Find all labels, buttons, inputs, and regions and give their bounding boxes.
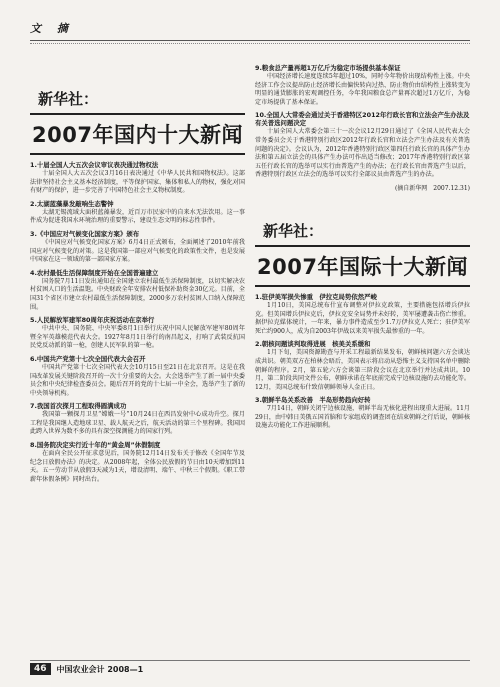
international-header <box>255 220 470 287</box>
international-item-3-title: 3.朝鲜半岛关系改善 半岛形势趋向好转 <box>255 396 371 405</box>
domestic-item-10-title: 10.全国人大常委会通过关于香港特区2012年行政长官和立法会产生办法及有关普选问题决定 <box>255 111 470 128</box>
page-number: 46 <box>30 663 51 675</box>
domestic-item-6-body: 中国共产党第十七次全国代表大会10月15日至21日在北京召开。这是在我国改革发展关键阶段召开的一次十分重要的大会。大会选举产生了新一届中央委员会和中央纪律检查委员会。随后召开的党的十七届一中全会，选举产生了新的中央领导机构。 <box>30 363 245 397</box>
top-rule <box>30 40 470 41</box>
domestic-item-7-title: 7.我国首次探月工程取得圆满成功 <box>30 402 127 411</box>
journal-name: 中国农业会计 2008—1 <box>56 664 144 674</box>
international-headline: 2007年国际十大新闻 <box>255 245 470 287</box>
domestic-headline: 2007年国内十大新闻 <box>30 113 245 155</box>
domestic-item-9-body: 中国经济增长速度连续5年超过10%，同时今年物价出现结构性上涨。中央经济工作会议提出防止经济增长由偏快转向过热、防止物价由结构性上涨转变为明显的通货膨胀的宏观调控任务，今年我国粮食总产量再次超过1万亿斤，为稳定市场提供了基本保证。 <box>255 73 470 106</box>
international-item-1-title: 1.驻伊美军损失惨重 伊拉克局势依然严峻 <box>255 292 377 301</box>
international-item-3-body: 7月14日，朝鲜关闭宁边核设施，朝鲜半岛无核化进程出现重大进展。11月29日，由中韩日美俄五国首脑和专家组成的调查团在结束朝鲜之行后说，朝鲜核设施去功能化工作进展顺利。 <box>255 405 470 430</box>
domestic-item-8-body: 在面向全民公开征求意见后，国务院12月14日发布关于修改《全国年节及纪念日放假办法》的决定。从2008年起，全体公民放假的节日由10天增加到11天。五一劳动节从放假3天减为1天，增设清明、端午、中秋三个假期。《职工带薪年休假条例》同时出台。 <box>30 450 245 483</box>
domestic-item-4-title: 4.农村最低生活保障制度开始在全国普遍建立 <box>30 268 159 277</box>
international-item-1-body: 1月10日，美国总统布什宣布调整对伊拉克政策，主要措施包括增兵伊拉克。但美国增兵伊拉克后，伊拉克安全局势并未好转，美军屡遭袭击伤亡惨重。据伊拉克媒体统计，一年来，暴力事件造成至少1.7万伊拉克人死亡；驻伊美军死亡约900人，成为自2003年伊战以来美军损失最惨重的一年。 <box>255 301 470 335</box>
domestic-item-5-title: 5.人民解放军建军80周年庆祝活动在京举行 <box>30 316 155 325</box>
international-item-2-title: 2.朝核问题谈判取得进展 核美关系缓和 <box>255 340 371 349</box>
domestic-item-3-body: 《中国应对气候变化国家方案》6月4日正式颁布，全面阐述了2010年前我国应对气候变化的对策。这是我国第一部应对气候变化的政策性文件，也是发展中国家在这一领域的第一部国家方案。 <box>30 238 245 264</box>
right-column <box>255 60 470 431</box>
domestic-item-3-title: 3.《中国应对气候变化国家方案》颁布 <box>30 229 140 238</box>
footer-rule <box>30 660 470 661</box>
international-source: 新华社： <box>263 221 324 240</box>
left-column <box>30 60 245 484</box>
domestic-item-2-body: 太湖无锡流域大面积蓝藻暴发，近百万市民家中的自来水无法饮用。这一事件成为促进我国水环境治理的重要警示，建设生态文明的标志性事件。 <box>30 208 245 225</box>
domestic-byline: (摘自新华网 2007.12.31) <box>394 184 470 192</box>
domestic-source: 新华社： <box>38 90 99 108</box>
domestic-item-6-title: 6.中国共产党第十七次全国代表大会召开 <box>30 354 146 363</box>
domestic-item-1-body: 十届全国人大五次会议3月16日表决通过《中华人民共和国物权法》。这部法律坚持社会主义基本经济制度，平等保护国家、集体和私人的物权，强化对国有财产的保护，进一步完善了中国特色社会主义物权制度。 <box>30 170 245 195</box>
domestic-item-4-body: 国务院7月11日发出通知在全国建立农村最低生活保障制度，以切实解决农村贫困人口的生活温饱。中央财政全年安排农村低保补助资金30亿元。目前，全国31个省区市建立农村最低生活保障制度，2000多万农村贫困人口纳入保障范围。 <box>30 277 245 311</box>
domestic-item-9-title: 9.粮食总产量再超1万亿斤为稳定市场提供基本保证 <box>255 64 401 72</box>
domestic-item-7-body: 我国第一颗探月卫星“嫦娥一号”10月24日在西昌发射中心成功升空。探月工程是我国继人造地球卫星、载人航天之后，航天活动的第三个里程碑。我国因此跨入世界为数不多的具有深空探测能力的国家行列。 <box>30 411 245 436</box>
domestic-item-8-title: 8.国务院决定实行近十年的“黄金周”休假制度 <box>30 441 161 450</box>
page-footer <box>30 663 143 675</box>
domestic-item-5-body: 中共中央、国务院、中央军委8月1日举行庆祝中国人民解放军建军80周年暨全军英雄模范代表大会。1927年8月1日举行的南昌起义，打响了武装反抗国民党反动派的第一枪，创建人民军队的第一枪。 <box>30 325 245 350</box>
top-rule-dotted <box>30 43 470 44</box>
section-tag: 文 摘 <box>30 22 74 35</box>
domestic-item-10-body: 十届全国人大常委会第三十一次会议12月29日通过了《全国人民代表大会常务委员会关于香港特别行政区2012年行政长官和立法会产生办法及有关普选问题的决定》。会议认为，2012年香港特别行政区第四任行政长官的具体产生办法和第五届立法会的具体产生办法可作出适当修改；2017年香港特别行政区第五任行政长官的选举可以实行由普选产生的办法；在行政长官由普选产生以后，香港特别行政区立法会的选举可以实行全部议员由普选产生的办法。 <box>255 128 470 179</box>
domestic-item-1-title: 1.十届全国人大五次会议审议表决通过物权法 <box>30 161 159 169</box>
domestic-item-2-title: 2.太湖蓝藻暴发敲响生态警钟 <box>30 199 114 208</box>
international-item-2-body: 1月下旬，美国资源勘查与开采工程最新结果发布，朝鲜核问题六方会谈达成共识。朝美双方在柏林会晤后，美国表示将启动从恐怖主义支持国名单中删除朝鲜的程序。2月，第五轮六方会谈第三阶段会议在北京举行并达成共识。10月，第二阶段共同文件公布，朝鲜承诺在年底前完成宁边核设施的去功能化等。12月，美国总统布什致信朝鲜领导人金正日。 <box>255 349 470 391</box>
